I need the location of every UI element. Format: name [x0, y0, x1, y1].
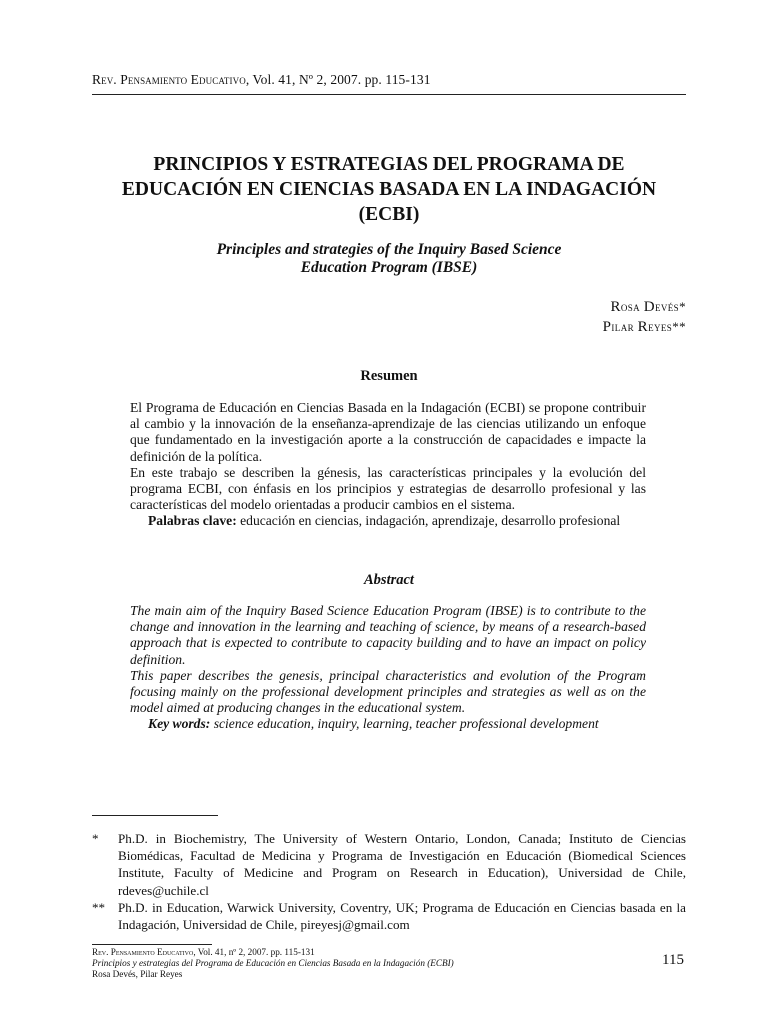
- abstract-heading: Abstract: [364, 572, 414, 588]
- key-words-label: Key words:: [148, 716, 211, 732]
- keywords-label: Palabras clave:: [148, 513, 237, 529]
- article-title: [92, 152, 686, 227]
- title-line-3: (ECBI): [358, 204, 420, 225]
- title-line-2: EDUCACIÓN EN CIENCIAS BASADA EN LA INDAGACIÓN: [121, 179, 657, 200]
- header-journal: Pensamiento Educativo: [120, 72, 246, 87]
- bottom-rule: [92, 944, 212, 945]
- footer-line-3: Rosa Devés, Pilar Reyes: [92, 969, 183, 980]
- footnote-marker: **: [92, 899, 106, 915]
- abstract-keywords: [130, 716, 646, 732]
- footnote-2: [92, 899, 686, 933]
- header-rule: [92, 94, 686, 95]
- title-line-1: PRINCIPIOS Y ESTRATEGIAS DEL PROGRAMA DE: [153, 154, 625, 175]
- abstract-paragraph-2: This paper describes the genesis, principal characteristics and evolution of the Program focusing mainly on the professional development principles and strategies as well as on the model aimed at producing changes in the educational system.: [130, 667, 646, 716]
- author-2: Pilar Reyes**: [602, 319, 686, 335]
- footnote-text: Ph.D. in Education, Warwick University, Coventry, UK; Programa de Educación en Ciencias basada en la Indagación, Universidad de Chile, pireyesj@gmail.com: [118, 899, 686, 933]
- key-words-text: science education, inquiry, learning, teacher professional development: [210, 716, 599, 732]
- author-1: Rosa Devés*: [610, 299, 686, 315]
- footnotes: [92, 830, 686, 933]
- subtitle-line-1: Principles and strategies of the Inquiry Based Science: [216, 241, 562, 258]
- footnote-marker: *: [92, 831, 99, 846]
- keywords-text: educación en ciencias, indagación, aprendizaje, desarrollo profesional: [236, 513, 621, 529]
- abstract-paragraph-1: The main aim of the Inquiry Based Science Education Program (IBSE) is to contribute to the change and innovation in the learning and teaching of science, by means of a research-based approach that is expected to contribute to capacity building and to have an impact on policy definition.: [130, 603, 646, 667]
- running-footer: [92, 947, 592, 981]
- article-subtitle: [92, 241, 686, 277]
- footer-line-1: Rev. Pensamiento Educativo, Vol. 41, nº 2, 2007. pp. 115-131: [92, 947, 315, 957]
- header-rev: Rev.: [92, 72, 117, 87]
- page-number: 115: [662, 952, 684, 968]
- resumen-paragraph-1: El Programa de Educación en Ciencias Basada en la Indagación (ECBI) se propone contribuir al cambio y la innovación de la enseñanza-aprendizaje de las ciencias utilizando un enfoque que fundamentado en la investigación aporte a la construcción de capacidades e impacte la definición de la política.: [130, 400, 646, 464]
- header-details: , Vol. 41, Nº 2, 2007. pp. 115-131: [245, 72, 431, 87]
- running-header: [92, 72, 686, 88]
- subtitle-line-2: Education Program (IBSE): [300, 259, 478, 276]
- abstract-body: [130, 603, 646, 733]
- resumen-body: [130, 400, 646, 530]
- footnote-rule: [92, 815, 218, 816]
- footnote-1: [92, 830, 686, 899]
- resumen-heading: Resumen: [360, 368, 418, 384]
- author-list: [603, 297, 686, 337]
- resumen-paragraph-2: En este trabajo se describen la génesis, las características principales y la evolución del programa ECBI, con énfasis en los principios y estrategias de desarrollo profesional y las características del modelo orientadas a producir cambios en el sistema.: [130, 464, 646, 513]
- footer-line-2: Principios y estrategias del Programa de Educación en Ciencias Basada en la Indagación (ECBI): [92, 958, 454, 969]
- resumen-keywords: [130, 513, 646, 529]
- footnote-text: Ph.D. in Biochemistry, The University of Western Ontario, London, Canada; Instituto de Ciencias Biomédicas, Facultad de Medicina y Programa de Investigación en Educación (Biomedical Sciences Institute, Faculty of Medicine and Program on Research in Education), Universidad de Chile, rdeves@uchile.cl: [118, 831, 686, 898]
